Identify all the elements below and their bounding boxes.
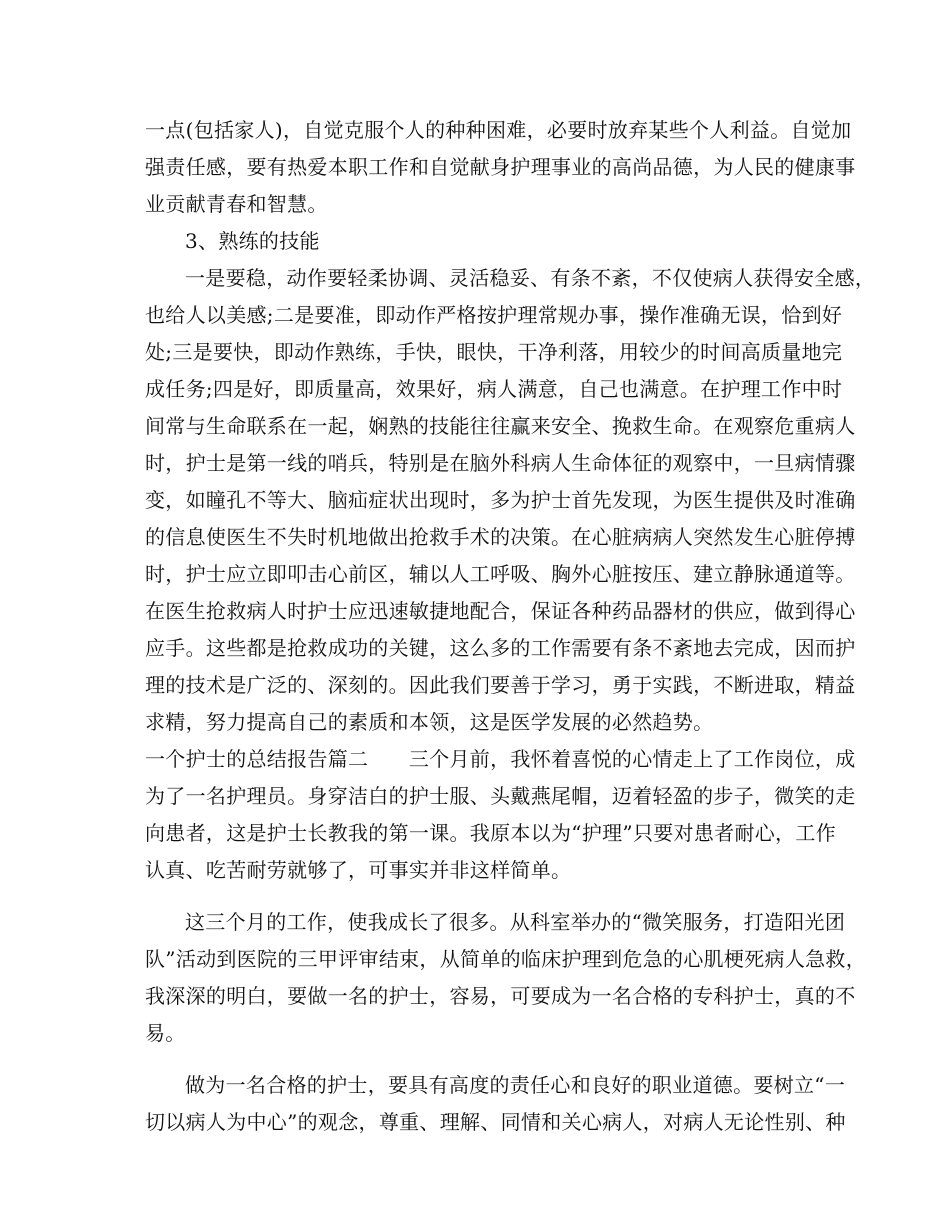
paragraph-line: 求精，努力提高自己的素质和本领，这是医学发展的必然趋势。 <box>145 710 714 734</box>
paragraph-line: 时，护士应立即叩击心前区，辅以人工呼吸、胸外心脏按压、建立静脉通道等。 <box>145 562 856 586</box>
paragraph-line: 切以病人为中心”的观念，尊重、理解、同情和关心病人，对病人无论性别、种 <box>145 1110 846 1134</box>
paragraph-line: 这三个月的工作，使我成长了很多。从科室举办的“微笑服务，打造阳光团 <box>185 910 846 934</box>
paragraph-line: 间常与生命联系在一起，娴熟的技能往往赢来安全、挽救生命。在观察危重病人 <box>145 414 856 438</box>
paragraph-line: 强责任感，要有热爱本职工作和自觉献身护理事业的高尚品德，为人民的健康事 <box>145 155 856 179</box>
paragraph-line: 时，护士是第一线的哨兵，特别是在脑外科病人生命体征的观察中，一旦病情骤 <box>145 451 856 475</box>
report-title-line: 一个护士的总结报告篇二 三个月前，我怀着喜悦的心情走上了工作岗位，成 <box>145 747 856 771</box>
paragraph-line: 的信息使医生不失时机地做出抢救手术的决策。在心脏病病人突然发生心脏停搏 <box>145 525 856 549</box>
section-heading: 3、熟练的技能 <box>185 229 320 253</box>
paragraph-line: 应手。这些都是抢救成功的关键，这么多的工作需要有条不紊地去完成，因而护 <box>145 636 856 660</box>
paragraph-line: 易。 <box>145 1021 186 1045</box>
paragraph-line: 向患者，这是护士长教我的第一课。我原本以为“护理”只要对患者耐心，工作 <box>145 821 836 845</box>
paragraph-line: 一点(包括家人)，自觉克服个人的种种困难，必要时放弃某些个人利益。自觉加 <box>145 118 852 142</box>
paragraph-line: 队”活动到医院的三甲评审结束，从简单的临床护理到危急的心肌梗死病人急救， <box>145 947 867 971</box>
paragraph-line: 处;三是要快，即动作熟练，手快，眼快，干净利落，用较少的时间高质量地完 <box>145 340 843 364</box>
paragraph-line: 也给人以美感;二是要准，即动作严格按护理常规办事，操作准确无误，恰到好 <box>145 303 843 327</box>
paragraph-line: 在医生抢救病人时护士应迅速敏捷地配合，保证各种药品器材的供应，做到得心 <box>145 599 856 623</box>
paragraph-line: 做为一名合格的护士，要具有高度的责任心和良好的职业道德。要树立“一 <box>185 1073 846 1097</box>
paragraph-line: 认真、吃苦耐劳就够了，可事实并非这样简单。 <box>145 858 572 882</box>
paragraph-line: 成任务;四是好，即质量高，效果好，病人满意，自己也满意。在护理工作中时 <box>145 377 843 401</box>
paragraph-line: 一是要稳，动作要轻柔协调、灵活稳妥、有条不紊，不仅使病人获得安全感， <box>185 266 876 290</box>
paragraph-line: 我深深的明白，要做一名的护士，容易，可要成为一名合格的专科护士，真的不 <box>145 984 856 1008</box>
paragraph-line: 业贡献青春和智慧。 <box>145 192 328 216</box>
paragraph-line: 为了一名护理员。身穿洁白的护士服、头戴燕尾帽，迈着轻盈的步子，微笑的走 <box>145 784 856 808</box>
paragraph-line: 变，如瞳孔不等大、脑疝症状出现时，多为护士首先发现，为医生提供及时准确 <box>145 488 856 512</box>
paragraph-line: 理的技术是广泛的、深刻的。因此我们要善于学习，勇于实践，不断进取，精益 <box>145 673 856 697</box>
